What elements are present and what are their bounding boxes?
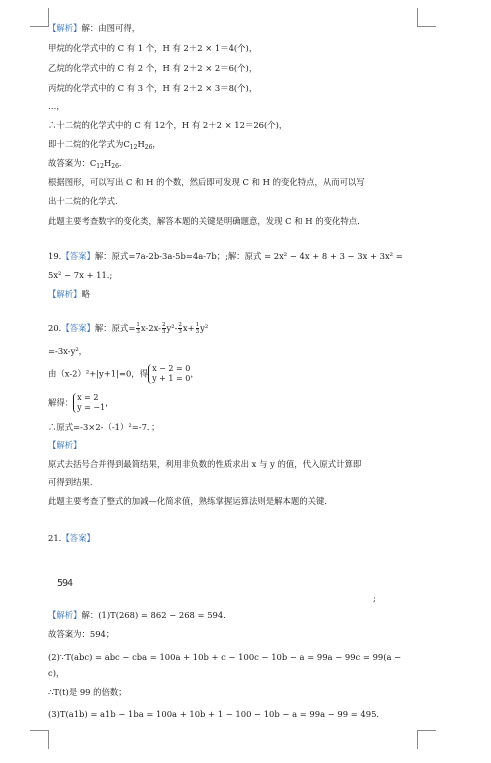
q20-explanation-line-1: 原式去括号合并得到最简结果，利用非负数的性质求出 x 与 y 的值，代入原式计算即: [48, 459, 362, 469]
ellipsis-line: …，: [48, 101, 65, 111]
equation-system: x − 2 = 0 y + 1 = 0: [148, 364, 190, 384]
q20-summary-line: 此题主要考查了整式的加减—化简求值，熟练掌握运算法则是解本题的关键．: [48, 496, 333, 506]
q21-analysis-line: 【解析】解：(1)T(268) = 862 − 268 = 594．: [48, 610, 232, 620]
q20-explanation-line-2: 可得到结果．: [48, 477, 99, 487]
fraction: $\frac{1}{3}$: [136, 322, 140, 335]
q20-analysis-tag-line: [48, 439, 82, 451]
q20-simplified-line: =-3x-y²，: [48, 346, 88, 356]
crop-mark-bottom-right: [417, 730, 436, 749]
propane-line: 丙烷的化学式中的 C 有 3 个，H 有 2＋2 × 3＝8(个)，: [48, 83, 258, 93]
ethane-line: 乙烷的化学式中的 C 有 2 个，H 有 2＋2 × 2＝6(个)，: [48, 63, 258, 73]
answer-tag: 【答案】: [61, 323, 95, 333]
analysis-tag: 【解析】: [48, 23, 82, 33]
explanation-line-2: 出十二烷的化学式．: [48, 196, 124, 206]
q21-answer-text-line: 故答案为：594；: [48, 629, 115, 639]
fraction: $\frac{2}{3}$: [178, 322, 182, 335]
dodecane-count-line: ∴十二烷的化学式中的 C 有 12个，H 有 2＋2 × 12＝26(个)，: [48, 120, 288, 130]
q19-answer-line: 19.【答案】解：原式=7a-2b-3a-5b=4a-7b；;解：原式 = 2x² − 4x + 8 + 3 − 3x + 3x² =: [48, 251, 403, 261]
fraction: $\frac{2}{3}$: [162, 322, 166, 335]
analysis-tag: 【解析】: [48, 440, 82, 450]
semicolon-mark: ;: [373, 593, 376, 603]
analysis-tag: 【解析】: [48, 289, 82, 299]
analysis-tag: 【解析】: [48, 610, 82, 620]
handwritten-answer: 594: [57, 578, 73, 589]
q21-part3-line: (3)T(a1b) = a1b − 1ba = 100a + 10b + 1 − 100 − 10b − a = 99a − 99 = 495．: [48, 709, 385, 719]
answer-line: 故答案为：$C_{12}H_{26}$．: [48, 158, 128, 170]
fraction: $\frac{1}{3}$: [195, 322, 200, 335]
crop-mark-top-right: [417, 8, 436, 27]
q21-part2-line-2: c)，: [48, 668, 65, 678]
q20-result-line: ∴原式=-3×2-（-1）²=-7．；: [48, 422, 160, 432]
q19-answer-line-2: 5x² − 7x + 11.;: [48, 270, 113, 280]
q20-condition-line: 由（x-2）²+|y+1|=0，得 x − 2 = 0 y + 1 = 0 ，: [48, 364, 199, 383]
analysis-line: 【解析】解：由图可得，: [48, 23, 141, 33]
explanation-line-1: 根据图形，可以写出 C 和 H 的个数，然后即可发现 C 和 H 的变化特点，从而可以写: [48, 177, 365, 187]
q21-answer-line: 21.【答案】: [48, 533, 95, 543]
crop-mark-bottom-left: [30, 730, 49, 749]
dodecane-formula-line: 即十二烷的化学式为$C_{12}H_{26}$，: [48, 139, 161, 151]
q19-analysis-line: 【解析】略: [48, 289, 90, 299]
q21-part2-conclusion: ∴T(t)是 99 的倍数；: [48, 687, 127, 697]
q20-solution-line: 解得： x = 2 y = −1 ，: [48, 393, 114, 412]
answer-tag: 【答案】: [61, 251, 95, 261]
crop-mark-top-left: [30, 8, 49, 27]
q21-part2-line: (2)∵T(abc) = abc − cba = 100a + 10b + c − 100c − 10b − a = 99a − 99c = 99(a −: [48, 652, 402, 662]
answer-tag: 【答案】: [61, 533, 95, 543]
q20-answer-line: 20.【答案】解：原式= $\frac{1}{3}$ x-2x- $\frac{2}{3}$ y²- $\frac{2}{3}$ x+ $\frac{1}{3}$ y²: [48, 322, 209, 335]
equation-system: x = 2 y = −1: [73, 393, 105, 413]
summary-line: 此题主要考查数字的变化类，解答本题的关键是明确题意，发现 C 和 H 的变化特点．: [48, 216, 366, 226]
methane-line: 甲烷的化学式中的 C 有 1 个，H 有 2＋2 × 1＝4(个)，: [48, 43, 258, 53]
